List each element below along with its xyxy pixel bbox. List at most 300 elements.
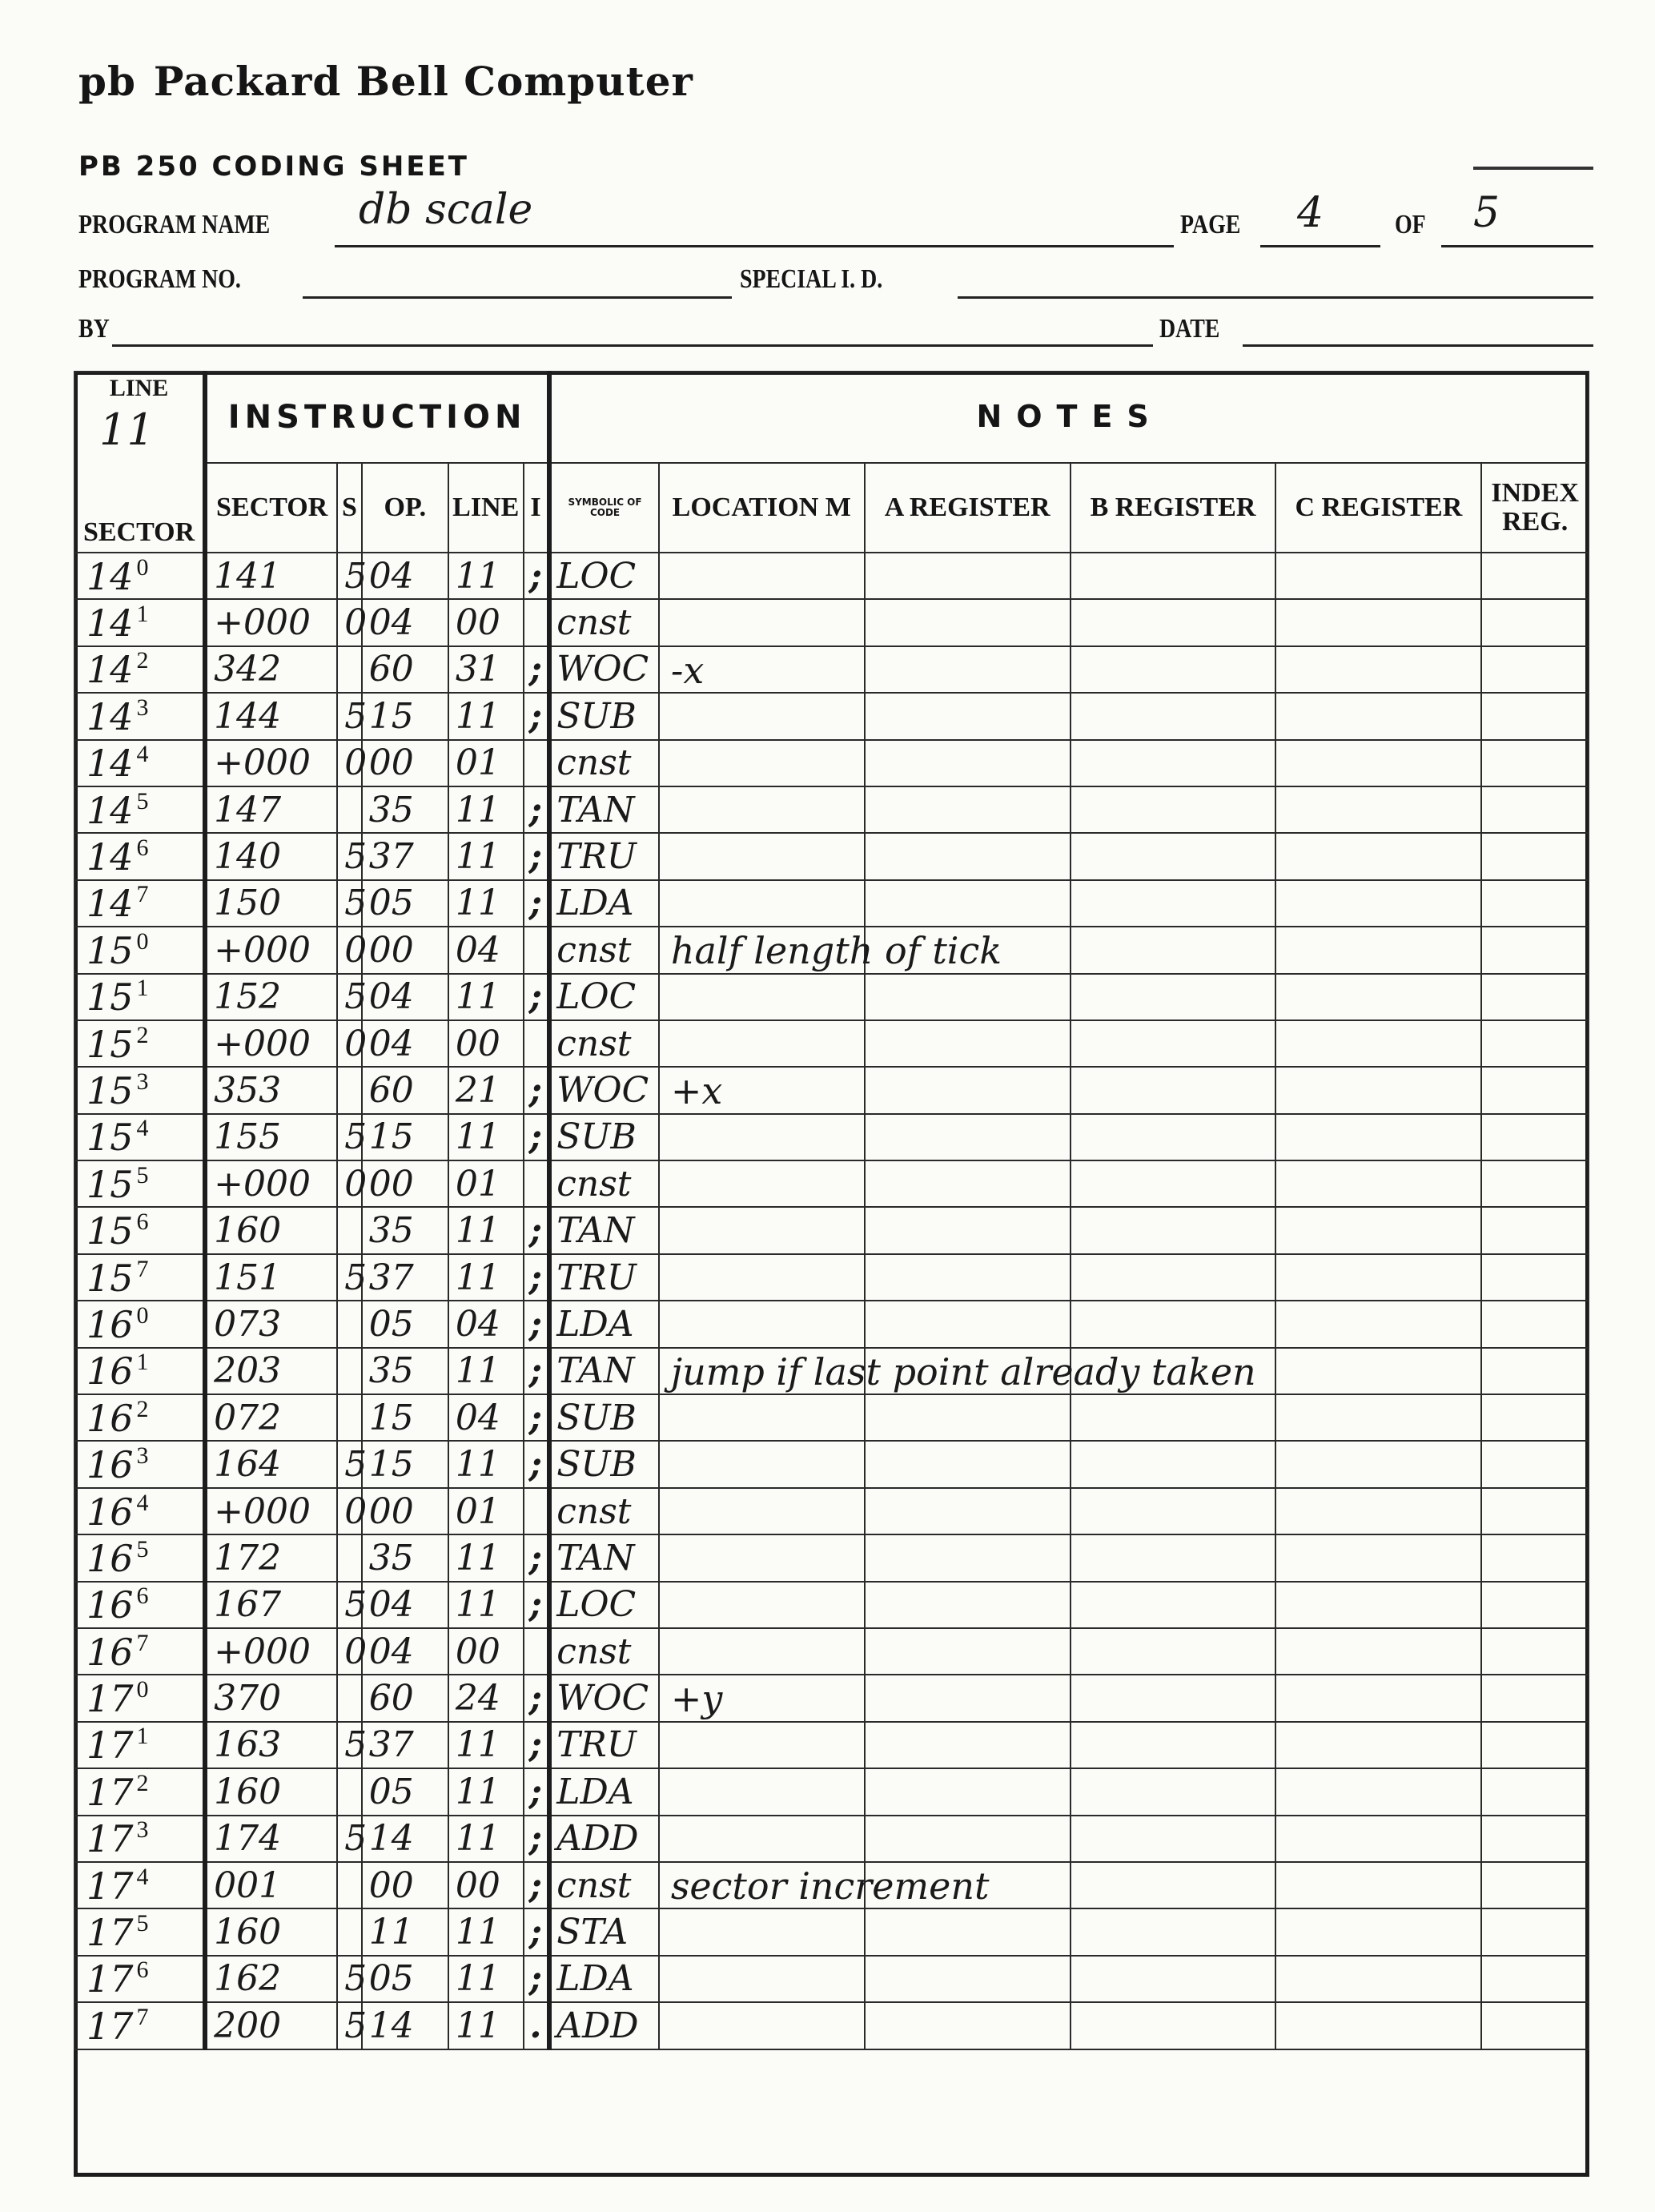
table-row: [74, 646, 1589, 693]
row-op-text: 35: [368, 1350, 414, 1392]
row-s-flag: [337, 880, 368, 927]
row-op-text: 05: [368, 1958, 414, 2000]
of-value: 5: [1473, 189, 1500, 237]
row-a-register: [865, 1956, 1071, 2002]
row-symbolic-text: LOC: [556, 555, 637, 597]
row-a-register: [865, 1675, 1071, 1721]
row-target-sector-text: 162: [214, 1958, 282, 2000]
row-symbolic-text: SUB: [556, 1444, 637, 1486]
table-row: [74, 1628, 1589, 1675]
row-op-text: 04: [368, 1023, 414, 1064]
row-sector: 14: [86, 694, 134, 738]
row-target-sector-text: 160: [214, 1210, 282, 1252]
of-line: [1441, 245, 1593, 247]
row-word: 0: [136, 553, 149, 581]
row-target-sector: [205, 1956, 337, 2002]
row-i: [524, 1628, 550, 1675]
row-line-text: 11: [455, 1958, 500, 2000]
row-b-register: [1071, 1582, 1276, 1628]
row-sector-address: [74, 2002, 205, 2049]
row-s-flag-text: 5: [344, 1958, 368, 2000]
row-word: 2: [136, 647, 149, 674]
row-op-text: 37: [368, 1724, 414, 1766]
row-target-sector: [205, 1908, 337, 1955]
row-i: [524, 1908, 550, 1955]
row-note: +x: [670, 1069, 723, 1113]
row-op-text: 15: [368, 1444, 414, 1486]
table-row: [74, 1768, 1589, 1815]
row-sector-address: [74, 1067, 205, 1113]
row-s-flag-text: 5: [344, 1444, 368, 1486]
row-target-sector-text: 141: [214, 555, 282, 597]
row-symbolic: [549, 1862, 659, 1908]
row-symbolic-text: LDA: [556, 883, 634, 924]
row-sector: 15: [86, 928, 134, 972]
row-b-register: [1071, 646, 1276, 693]
col-a-register: A REGISTER: [865, 463, 1071, 553]
instruction-header: INSTRUCTION: [205, 372, 549, 463]
row-symbolic: [549, 1582, 659, 1628]
row-op: [362, 1441, 448, 1487]
row-op-text: 05: [368, 1303, 414, 1345]
row-op-text: 37: [368, 836, 414, 878]
row-sector: 17: [86, 1911, 134, 1955]
row-i-text: ;: [528, 1958, 543, 2000]
row-i: [524, 1020, 550, 1067]
row-a-register: [865, 1582, 1071, 1628]
row-line-text: 04: [455, 1303, 500, 1345]
row-symbolic-text: STA: [556, 1912, 629, 1953]
row-op-text: 00: [368, 929, 414, 971]
row-op: [362, 1908, 448, 1955]
row-i: [524, 553, 550, 599]
row-location-note: [659, 1582, 865, 1628]
row-sector-address: [74, 880, 205, 927]
row-op: [362, 927, 448, 973]
row-s-flag: [337, 1908, 362, 1955]
row-s-flag-text: 5: [344, 695, 368, 737]
row-c-register: [1275, 1441, 1481, 1487]
row-target-sector: [205, 646, 337, 693]
row-c-register: [1275, 1675, 1481, 1721]
row-sector-address: [74, 599, 205, 646]
row-sector-address: [74, 1582, 205, 1628]
row-op-text: 00: [368, 1864, 414, 1906]
row-a-register: [865, 1441, 1071, 1487]
row-a-register: [865, 880, 1071, 927]
row-op: [362, 1675, 448, 1721]
row-target-sector: [205, 553, 337, 599]
row-i-text: ;: [528, 1724, 543, 1766]
row-b-register: [1071, 1534, 1276, 1581]
row-op: [362, 1207, 448, 1253]
row-s-flag: [337, 1348, 362, 1394]
row-op-text: 60: [368, 1069, 414, 1111]
row-target-sector-text: +000: [214, 1163, 311, 1205]
row-target-sector-text: 167: [214, 1584, 282, 1626]
row-c-register: [1275, 1160, 1481, 1207]
row-b-register: [1071, 1768, 1276, 1815]
row-index-register: [1481, 646, 1589, 693]
row-target-sector: [205, 1020, 337, 1067]
row-symbolic-text: cnst: [556, 1490, 632, 1532]
row-b-register: [1071, 880, 1276, 927]
row-word: 4: [136, 741, 149, 768]
row-line: [448, 786, 524, 833]
row-sector-address: [74, 786, 205, 833]
row-index-register: [1481, 693, 1589, 739]
row-target-sector-text: 147: [214, 789, 282, 831]
row-line-text: 11: [455, 976, 500, 1018]
row-symbolic-text: cnst: [556, 929, 632, 971]
row-s-flag: [337, 927, 368, 973]
row-symbolic: [549, 740, 659, 786]
row-i-text: ;: [528, 1303, 543, 1345]
sheet-title: PB 250 CODING SHEET: [78, 151, 469, 183]
row-target-sector: [205, 833, 337, 879]
row-symbolic-text: cnst: [556, 1864, 632, 1906]
row-location-note: [659, 1675, 865, 1721]
row-target-sector: [205, 693, 337, 739]
row-op: [362, 1301, 448, 1347]
row-line: [448, 1582, 524, 1628]
col-line: LINE: [448, 463, 524, 553]
row-op-text: 60: [368, 649, 414, 690]
row-target-sector-text: 163: [214, 1724, 282, 1766]
row-c-register: [1275, 1067, 1481, 1113]
row-symbolic-text: cnst: [556, 742, 632, 784]
row-symbolic-text: TRU: [556, 1724, 637, 1766]
row-word: 0: [136, 1301, 149, 1329]
row-line-text: 24: [455, 1678, 500, 1719]
row-symbolic-text: TAN: [556, 1350, 635, 1392]
row-location-note: [659, 1628, 865, 1675]
by-line: [112, 344, 1153, 347]
table-row: [74, 1020, 1589, 1067]
row-note: half length of tick: [670, 929, 1002, 973]
row-word: 5: [136, 1161, 149, 1188]
row-a-register: [865, 1020, 1071, 1067]
row-target-sector: [205, 2002, 337, 2049]
company-logo: pb: [78, 58, 136, 105]
row-sector-address: [74, 1020, 205, 1067]
row-b-register: [1071, 1114, 1276, 1160]
row-word: 5: [136, 787, 149, 814]
row-b-register: [1071, 1207, 1276, 1253]
table-row: [74, 1160, 1589, 1207]
row-sector: 14: [86, 742, 134, 786]
row-b-register: [1071, 1722, 1276, 1768]
row-index-register: [1481, 1020, 1589, 1067]
row-op: [362, 1862, 448, 1908]
col-sector: SECTOR: [205, 463, 337, 553]
row-c-register: [1275, 646, 1481, 693]
row-line-text: 01: [455, 1163, 500, 1205]
row-s-flag-text: 5: [344, 2005, 368, 2046]
col-symbolic: SYMBOLIC OF CODE: [549, 463, 659, 553]
row-line: [448, 1908, 524, 1955]
row-op: [362, 833, 448, 879]
row-sector: 17: [86, 1677, 134, 1721]
row-sector: 17: [86, 2004, 134, 2048]
row-sector: 14: [86, 601, 134, 646]
row-location-note: [659, 599, 865, 646]
row-target-sector-text: 151: [214, 1257, 282, 1298]
row-location-note: [659, 553, 865, 599]
row-symbolic-text: cnst: [556, 1023, 632, 1064]
row-line: [448, 1862, 524, 1908]
row-c-register: [1275, 740, 1481, 786]
row-target-sector: [205, 1067, 337, 1113]
row-target-sector: [205, 1582, 337, 1628]
row-sector-address: [74, 927, 205, 973]
row-symbolic: [549, 1956, 659, 2002]
row-i-text: ;: [528, 1537, 543, 1579]
row-i: [524, 1488, 550, 1534]
row-location-note: [659, 1488, 865, 1534]
row-symbolic: [549, 1348, 659, 1394]
row-sector-address: [74, 1628, 205, 1675]
row-a-register: [865, 1628, 1071, 1675]
row-i: [524, 1441, 550, 1487]
row-sector: 15: [86, 1209, 134, 1253]
row-op-text: 05: [368, 1771, 414, 1812]
row-s-flag: [337, 553, 368, 599]
row-index-register: [1481, 1114, 1589, 1160]
row-line-text: 11: [455, 1444, 500, 1486]
row-index-register: [1481, 1956, 1589, 2002]
row-target-sector-text: 203: [214, 1350, 282, 1392]
row-line-text: 11: [455, 1912, 500, 1953]
row-i: [524, 1160, 550, 1207]
row-c-register: [1275, 1394, 1481, 1441]
row-symbolic-text: TAN: [556, 789, 635, 831]
row-i: [524, 1722, 550, 1768]
row-s-flag-text: 5: [344, 555, 368, 597]
row-sector: 14: [86, 835, 134, 879]
row-i-text: ;: [528, 1210, 543, 1252]
row-target-sector-text: 072: [214, 1397, 282, 1438]
col-op: OP.: [362, 463, 448, 553]
row-line-text: 11: [455, 2005, 500, 2046]
row-op: [362, 1534, 448, 1581]
row-symbolic: [549, 833, 659, 879]
row-line: [448, 553, 524, 599]
row-sector: 17: [86, 1723, 134, 1768]
row-sector-address: [74, 1301, 205, 1347]
row-index-register: [1481, 1862, 1589, 1908]
row-sector: 16: [86, 1630, 134, 1674]
row-a-register: [865, 1114, 1071, 1160]
table-row: [74, 1534, 1589, 1581]
row-op: [362, 1254, 448, 1301]
row-sector-address: [74, 1254, 205, 1301]
row-op-text: 15: [368, 1116, 414, 1158]
row-line-text: 11: [455, 1537, 500, 1579]
table-row: [74, 786, 1589, 833]
row-sector-address: [74, 1675, 205, 1721]
row-line: [448, 1628, 524, 1675]
row-location-note: [659, 1956, 865, 2002]
row-s-flag: [337, 2002, 368, 2049]
row-line: [448, 1114, 524, 1160]
row-op: [362, 786, 448, 833]
row-c-register: [1275, 880, 1481, 927]
row-index-register: [1481, 1582, 1589, 1628]
row-location-note: [659, 646, 865, 693]
row-sector-address: [74, 1160, 205, 1207]
row-symbolic-text: TRU: [556, 836, 637, 878]
row-word: 1: [136, 601, 149, 628]
row-symbolic: [549, 1908, 659, 1955]
col-b-register: B REGISTER: [1071, 463, 1276, 553]
row-op-text: 00: [368, 742, 414, 784]
table-row: [74, 927, 1589, 973]
row-target-sector: [205, 974, 337, 1020]
row-s-flag: [337, 833, 368, 879]
row-op: [362, 1114, 448, 1160]
row-target-sector-text: 144: [214, 695, 282, 737]
row-op: [362, 1956, 448, 2002]
row-sector: 16: [86, 1349, 134, 1394]
row-c-register: [1275, 1348, 1481, 1394]
row-a-register: [865, 599, 1071, 646]
row-c-register: [1275, 1207, 1481, 1253]
row-symbolic-text: WOC: [556, 1678, 649, 1719]
row-op: [362, 646, 448, 693]
row-op: [362, 1348, 448, 1394]
row-word: 7: [136, 1255, 149, 1282]
row-i: [524, 1067, 550, 1113]
row-line-text: 11: [455, 1350, 500, 1392]
row-i: [524, 1956, 550, 2002]
row-target-sector-text: 160: [214, 1771, 282, 1812]
row-target-sector: [205, 599, 337, 646]
row-sector-address: [74, 1488, 205, 1534]
row-line: [448, 740, 524, 786]
row-op: [362, 974, 448, 1020]
row-symbolic-text: LDA: [556, 1958, 634, 2000]
row-i: [524, 599, 550, 646]
row-sector: 16: [86, 1443, 134, 1487]
row-word: 7: [136, 881, 149, 908]
row-s-flag: [337, 1628, 368, 1675]
row-word: 6: [136, 1957, 149, 1984]
row-i-text: ;: [528, 555, 543, 597]
row-line-text: 11: [455, 1116, 500, 1158]
row-i: [524, 927, 550, 973]
row-s-flag: [337, 1488, 368, 1534]
program-name-line: [335, 245, 1174, 247]
row-sector: 17: [86, 1957, 134, 2001]
row-symbolic-text: LOC: [556, 976, 637, 1018]
row-i-text: ;: [528, 1257, 543, 1298]
row-b-register: [1071, 1160, 1276, 1207]
row-target-sector: [205, 1441, 337, 1487]
row-i: [524, 1534, 550, 1581]
row-symbolic-text: LOC: [556, 1584, 637, 1626]
row-index-register: [1481, 1394, 1589, 1441]
row-symbolic: [549, 974, 659, 1020]
row-line-text: 11: [455, 695, 500, 737]
row-op: [362, 693, 448, 739]
row-symbolic: [549, 1628, 659, 1675]
row-b-register: [1071, 1628, 1276, 1675]
row-i-text: ;: [528, 649, 543, 690]
row-i-text: ;: [528, 836, 543, 878]
row-index-register: [1481, 1348, 1589, 1394]
row-i: [524, 1348, 550, 1394]
row-word: 0: [136, 927, 149, 955]
page-value: 4: [1297, 189, 1324, 237]
row-location-note: [659, 740, 865, 786]
row-symbolic-text: cnst: [556, 1163, 632, 1205]
row-symbolic: [549, 880, 659, 927]
row-c-register: [1275, 1956, 1481, 2002]
row-a-register: [865, 1722, 1071, 1768]
row-op: [362, 553, 448, 599]
row-symbolic-text: cnst: [556, 602, 632, 644]
row-word: 3: [136, 1068, 149, 1095]
row-symbolic-text: TAN: [556, 1537, 635, 1579]
row-op: [362, 599, 448, 646]
table-row: [74, 553, 1589, 599]
by-label: BY: [78, 314, 110, 344]
row-i: [524, 1768, 550, 1815]
row-a-register: [865, 1816, 1071, 1862]
row-target-sector-text: 150: [214, 883, 282, 924]
row-op: [362, 740, 448, 786]
row-symbolic-text: ADD: [556, 2005, 639, 2046]
row-s-flag-text: 5: [344, 1584, 368, 1626]
row-location-note: [659, 1254, 865, 1301]
row-target-sector: [205, 1254, 337, 1301]
row-s-flag-text: 0: [344, 929, 368, 971]
row-target-sector-text: 160: [214, 1912, 282, 1953]
row-c-register: [1275, 1254, 1481, 1301]
line-sector-header: [74, 372, 205, 553]
row-i: [524, 1114, 550, 1160]
row-symbolic-text: LDA: [556, 1303, 634, 1345]
row-note: -x: [670, 648, 705, 692]
row-s-flag: [337, 1207, 362, 1253]
row-c-register: [1275, 1582, 1481, 1628]
row-target-sector-text: 073: [214, 1303, 282, 1345]
row-a-register: [865, 693, 1071, 739]
row-sector: 17: [86, 1770, 134, 1814]
row-line: [448, 974, 524, 1020]
row-line-text: 01: [455, 1490, 500, 1532]
table-row: [74, 1582, 1589, 1628]
row-target-sector-text: +000: [214, 742, 311, 784]
row-op: [362, 1768, 448, 1815]
row-target-sector-text: 353: [214, 1069, 282, 1111]
row-i-text: ;: [528, 976, 543, 1018]
row-sector-address: [74, 1207, 205, 1253]
row-s-flag: [337, 786, 362, 833]
row-target-sector: [205, 1534, 337, 1581]
row-index-register: [1481, 1488, 1589, 1534]
row-i: [524, 974, 550, 1020]
row-s-flag-text: 5: [344, 1257, 368, 1298]
row-index-register: [1481, 786, 1589, 833]
row-i-text: ;: [528, 1678, 543, 1719]
row-target-sector-text: +000: [214, 929, 311, 971]
row-sector: 15: [86, 1162, 134, 1206]
row-s-flag-text: 5: [344, 1724, 368, 1766]
row-i: [524, 1862, 550, 1908]
row-symbolic-text: SUB: [556, 1116, 637, 1158]
